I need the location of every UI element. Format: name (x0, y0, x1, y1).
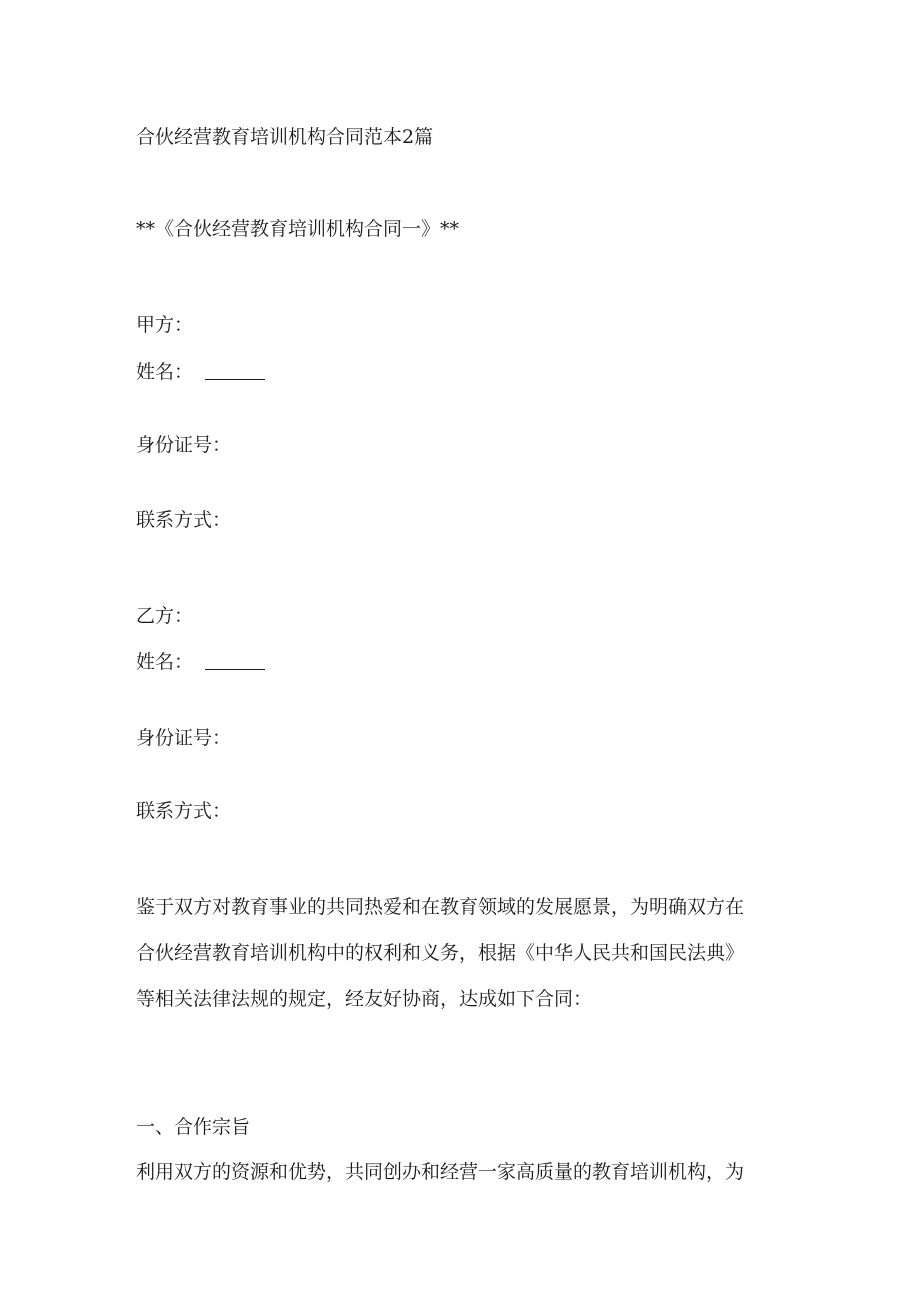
preamble-line: 等相关法律法规的规定，经友好协商，达成如下合同： (136, 988, 593, 1010)
party-b-name-row (136, 650, 265, 674)
party-a-heading: 甲方： (136, 314, 194, 336)
party-b-contact-label: 联系方式： (136, 800, 232, 822)
document-title: 合伙经营教育培训机构合同范本2篇 (136, 126, 434, 148)
party-a-name-row (136, 360, 265, 384)
party-b-id-label: 身份证号： (136, 727, 232, 749)
section-1-heading: 一、合作宗旨 (136, 1116, 251, 1138)
party-b-name-label: 姓名： (136, 651, 194, 673)
party-b-name-blank (205, 655, 265, 670)
contract-subtitle: **《合伙经营教育培训机构合同一》** (136, 218, 460, 240)
party-b-heading: 乙方： (136, 605, 194, 627)
party-a-contact-label: 联系方式： (136, 509, 232, 531)
party-a-name-blank (205, 365, 265, 380)
preamble-line: 鉴于双方对教育事业的共同热爱和在教育领域的发展愿景，为明确双方在 (136, 896, 745, 918)
preamble-paragraph (136, 884, 776, 1022)
section-1-first-line: 利用双方的资源和优势，共同创办和经营一家高质量的教育培训机构，为 (136, 1161, 745, 1183)
party-a-id-label: 身份证号： (136, 434, 232, 456)
party-a-name-label: 姓名： (136, 361, 194, 383)
preamble-line: 合伙经营教育培训机构中的权利和义务，根据《中华人民共和国民法典》 (136, 942, 745, 964)
